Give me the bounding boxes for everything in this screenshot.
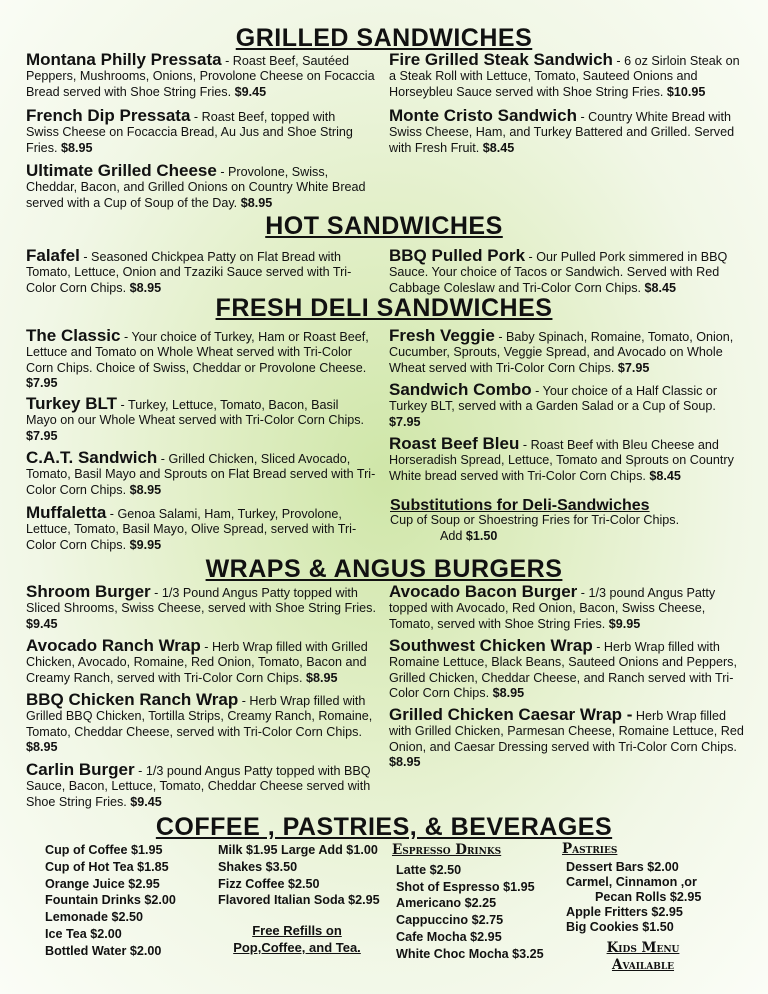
list-item: Cup of Hot Tea $1.85 <box>45 859 169 874</box>
list-item: Apple Fritters $2.95 <box>566 905 683 919</box>
pastries <box>562 842 701 935</box>
menu-item-muffaletta: Muffaletta - Genoa Salami, Ham, Turkey, Provolone, Lettuce, Tomato, Basil Mayo, Olive Spread, served with Tri-Color Corn Chips. $9.95 <box>26 503 357 552</box>
list-item: Cafe Mocha $2.95 <box>396 929 502 944</box>
list-item: Americano $2.25 <box>396 896 497 911</box>
menu-item-roast-beef-bleu: Roast Beef Bleu - Roast Beef with Bleu Cheese and Horseradish Spread, Lettuce, Tomato and Sprouts on Country White bread served with Tri-Color Corn Chips. $8.45 <box>389 434 734 483</box>
beverages-column-2 <box>218 842 380 909</box>
menu-item-montana-philly: Montana Philly Pressata - Roast Beef, Sautéed Peppers, Mushrooms, Onions, Provolone Cheese on Focaccia Bread served with Shoe String Fries. $9.45 <box>26 50 375 99</box>
menu-item-the-classic: The Classic - Your choice of Turkey, Ham or Roast Beef, Lettuce and Tomato on Whole Wheat served with Tri-Color Corn Chips. Choice of Swiss, Cheddar or Provolone Cheese. $7.95 <box>26 326 369 391</box>
list-item: Fizz Coffee $2.50 <box>218 876 320 891</box>
espresso-drinks <box>392 842 544 963</box>
menu-item-avocado-bacon-burger: Avocado Bacon Burger - 1/3 pound Angus Patty topped with Avocado, Red Onion, Bacon, Swiss Cheese, Tomato, served with Shoe String Fries. $9.95 <box>389 582 716 631</box>
menu-item-monte-cristo: Monte Cristo Sandwich - Country White Bread with Swiss Cheese, Ham, and Turkey Battered and Grilled. Served with Fresh Fruit. $8.45 <box>389 106 735 155</box>
substitutions-deli: Substitutions for Deli-Sandwiches Cup of Soup or Shoestring Fries for Tri-Color Chips. Add $1.50 <box>390 497 680 543</box>
free-refills: Free Refills on Pop,Coffee, and Tea. <box>233 923 361 955</box>
menu-item-southwest-chicken-wrap: Southwest Chicken Wrap - Herb Wrap filled with Romaine Lettuce, Black Beans, Sauteed Onions and Peppers, Grilled Chicken, Cheddar Cheese, and Ranch served with Tri-Color Corn Chips. $8.95 <box>389 636 737 701</box>
list-item: Fountain Drinks $2.00 <box>45 893 176 908</box>
list-item: Big Cookies $1.50 <box>566 920 674 934</box>
pastries-title: Pastries <box>562 841 618 857</box>
list-item: Pecan Rolls $2.95 <box>595 890 702 904</box>
menu-item-cat-sandwich: C.A.T. Sandwich - Grilled Chicken, Sliced Avocado, Tomato, Basil Mayo and Sprouts on Flat Bread served with Tri-Color Corn Chips. $8.95 <box>26 448 376 497</box>
list-item: Shot of Espresso $1.95 <box>396 879 535 894</box>
list-item: Dessert Bars $2.00 <box>566 860 679 874</box>
list-item: Orange Juice $2.95 <box>45 876 160 891</box>
menu-item-turkey-blt: Turkey BLT - Turkey, Lettuce, Tomato, Bacon, Basil Mayo on our Whole Wheat served with Tri-Color Corn Chips. $7.95 <box>26 394 365 443</box>
list-item: Bottled Water $2.00 <box>45 943 162 958</box>
heading-coffee-pastries-beverages: COFFEE , PASTRIES, & BEVERAGES <box>155 813 613 841</box>
heading-fresh-deli-sandwiches: FRESH DELI SANDWICHES <box>215 294 553 322</box>
list-item: Carmel, Cinnamon ,or <box>566 875 697 889</box>
list-item: White Choc Mocha $3.25 <box>396 946 544 961</box>
list-item: Latte $2.50 <box>396 862 462 877</box>
heading-grilled-sandwiches: GRILLED SANDWICHES <box>235 24 533 52</box>
menu-item-fire-grilled-steak: Fire Grilled Steak Sandwich - 6 oz Sirloin Steak on a Steak Roll with Lettuce, Tomato, Sauteed Onions and Horseybleu Sauce served with Shoe String Fries. $10.95 <box>389 50 740 99</box>
espresso-title: Espresso Drinks <box>392 842 502 858</box>
list-item: Milk $1.95 Large Add $1.00 <box>218 843 378 857</box>
menu-item-french-dip: French Dip Pressata - Roast Beef, topped with Swiss Cheese on Focaccia Bread, Au Jus and Shoe String Fries. $8.95 <box>26 106 353 155</box>
kids-menu-available: Kids Menu Available <box>606 940 680 973</box>
menu-item-bbq-pulled-pork: BBQ Pulled Pork - Our Pulled Pork simmered in BBQ Sauce. Your choice of Tacos or Sandwich. Served with Red Cabbage Coleslaw and Tri-Color Corn Chips. $8.45 <box>389 246 728 295</box>
menu-item-shroom-burger: Shroom Burger - 1/3 Pound Angus Patty topped with Sliced Shrooms, Swiss Cheese, served with Shoe String Fries. $9.45 <box>26 582 376 631</box>
list-item: Cappuccino $2.75 <box>396 913 504 928</box>
list-item: Flavored Italian Soda $2.95 <box>218 893 380 908</box>
menu-item-fresh-veggie: Fresh Veggie - Baby Spinach, Romaine, Tomato, Onion, Cucumber, Sprouts, Veggie Spread, and Avocado on Whole Wheat served with Tri-Color Corn Chips. $7.95 <box>389 326 734 375</box>
menu-item-sandwich-combo: Sandwich Combo - Your choice of a Half Classic or Turkey BLT, served with a Garden Salad or a Cup of Soup. $7.95 <box>389 380 718 429</box>
list-item: Ice Tea $2.00 <box>45 926 122 941</box>
menu-item-avocado-ranch-wrap: Avocado Ranch Wrap - Herb Wrap filled with Grilled Chicken, Avocado, Romaine, Red Onion, Tomato, Bacon and Creamy Ranch, served with Tri-Color Corn Chips. $8.95 <box>26 636 368 685</box>
menu-item-falafel: Falafel - Seasoned Chickpea Patty on Flat Bread with Tomato, Lettuce, Onion and Tzaziki Sauce served with Tri-Color Corn Chips. $8.95 <box>26 246 352 295</box>
menu-item-grilled-chicken-caesar-wrap: Grilled Chicken Caesar Wrap - Herb Wrap filled with Grilled Chicken, Parmesan Cheese, Romaine Lettuce, Red Onion, and Caesar Dressing served with Tri-Color Corn Chips. $8.95 <box>389 705 744 770</box>
list-item: Cup of Coffee $1.95 <box>45 843 163 857</box>
beverages-column-1 <box>45 842 176 960</box>
heading-hot-sandwiches: HOT SANDWICHES <box>265 212 503 240</box>
list-item: Lemonade $2.50 <box>45 910 143 925</box>
menu-item-ultimate-grilled-cheese: Ultimate Grilled Cheese - Provolone, Swiss, Cheddar, Bacon, and Grilled Onions on Country White Bread served with a Cup of Soup of the Day. $8.95 <box>26 161 366 210</box>
list-item: Shakes $3.50 <box>218 859 298 874</box>
menu-item-carlin-burger: Carlin Burger - 1/3 pound Angus Patty topped with BBQ Sauce, Bacon, Lettuce, Tomato, Cheddar Cheese served with Shoe String Fries. $9.45 <box>26 760 371 809</box>
menu-item-bbq-chicken-ranch-wrap: BBQ Chicken Ranch Wrap - Herb Wrap filled with Grilled BBQ Chicken, Tortilla Strips, Creamy Ranch, Romaine, Tomato, Cheddar Cheese, served with Tri-Color Corn Chips. $8.95 <box>26 690 373 755</box>
heading-wraps-burgers: WRAPS & ANGUS BURGERS <box>205 555 563 583</box>
